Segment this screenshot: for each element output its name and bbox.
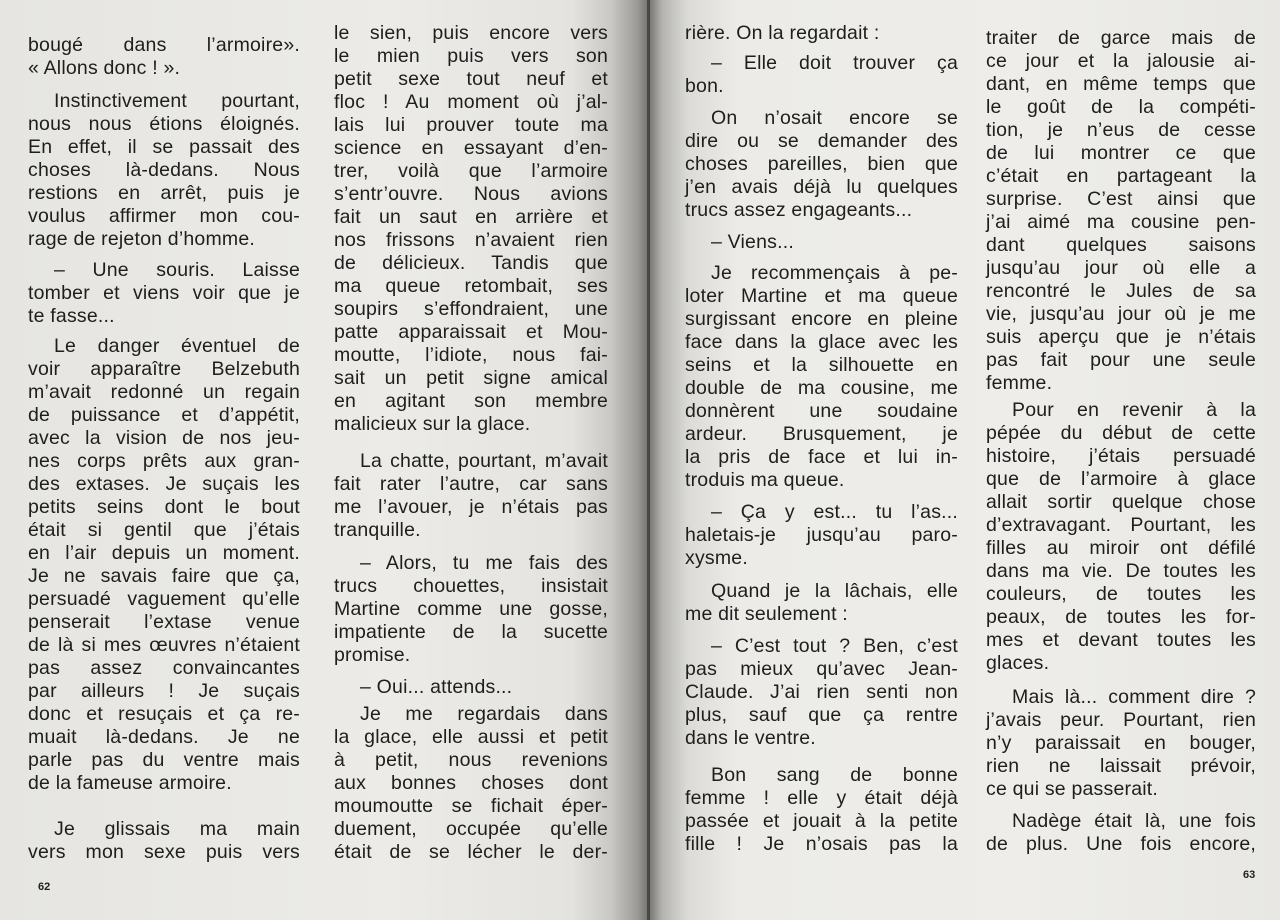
text-line: en l’air depuis un moment. bbox=[28, 542, 300, 564]
text-line: Claude. J’ai rien senti non bbox=[685, 681, 958, 703]
text-line: suis aperçu que je n’étais bbox=[986, 326, 1256, 348]
text-line: s’entr’ouvre. Nous avions bbox=[334, 183, 608, 205]
text-line: me dit seulement : bbox=[685, 603, 848, 625]
text-line: dant, en même temps que bbox=[986, 73, 1256, 95]
text-line: – Ça y est... tu l’as... bbox=[711, 501, 958, 523]
text-line: plus, sauf que ça rentre bbox=[685, 704, 958, 726]
text-line: avec la vision de nos jeu- bbox=[28, 427, 300, 449]
text-line: persuadé vaguement qu’elle bbox=[28, 588, 300, 610]
text-line: troduis ma queue. bbox=[685, 469, 845, 491]
text-line: de délicieux. Tandis que bbox=[334, 252, 608, 274]
text-line: Je glissais ma main bbox=[54, 818, 300, 840]
text-line: La chatte, pourtant, m’avait bbox=[360, 450, 608, 472]
text-line: duement, occupée qu’elle bbox=[334, 818, 608, 840]
text-line: – Une souris. Laisse bbox=[54, 259, 300, 281]
text-line: Bon sang de bonne bbox=[711, 764, 958, 786]
text-line: petit sexe tout neuf et bbox=[334, 68, 608, 90]
text-line: ce qui se passerait. bbox=[986, 778, 1159, 800]
text-line: m’avait redonné un regain bbox=[28, 381, 300, 403]
text-line: te fasse... bbox=[28, 305, 115, 327]
text-line: face dans la glace avec les bbox=[685, 331, 958, 353]
text-line: trer, voilà que l’armoire bbox=[334, 160, 608, 182]
text-line: dire ou se demander des bbox=[685, 130, 958, 152]
text-line: tion, je n’eus de cesse bbox=[986, 119, 1256, 141]
text-line: – Alors, tu me fais des bbox=[360, 552, 608, 574]
text-line: parle pas du ventre mais bbox=[28, 749, 300, 771]
text-line: nous nous étions éloignés. bbox=[28, 113, 300, 135]
text-line: le goût de la compéti- bbox=[986, 96, 1256, 118]
text-line: penserait l’extase venue bbox=[28, 611, 300, 633]
text-line: Mais là... comment dire ? bbox=[1012, 686, 1256, 708]
text-line: femme. bbox=[986, 372, 1053, 394]
text-line: bougé dans l’armoire». bbox=[28, 34, 300, 56]
text-line: pas mieux qu’avec Jean- bbox=[685, 658, 958, 680]
text-line: Je me regardais dans bbox=[360, 703, 608, 725]
text-line: patte apparaissait et Mou- bbox=[334, 321, 608, 343]
text-line: moumoutte se fichait éper- bbox=[334, 795, 608, 817]
text-line: femme ! elle y était déjà bbox=[685, 787, 958, 809]
text-line: jusqu’au jour où elle a bbox=[986, 257, 1256, 279]
text-line: pas fait pour une seule bbox=[986, 349, 1256, 371]
text-line: Je ne savais faire que ça, bbox=[28, 565, 300, 587]
text-line: donnèrent une soudaine bbox=[685, 400, 958, 422]
text-line: surprise. C’est ainsi que bbox=[986, 188, 1256, 210]
text-line: pas assez convaincantes bbox=[28, 657, 300, 679]
text-line: aux bonnes choses dont bbox=[334, 772, 608, 794]
text-line: soupirs s’effondraient, une bbox=[334, 298, 608, 320]
text-line: bon. bbox=[685, 75, 724, 97]
text-line: – Viens... bbox=[711, 231, 794, 253]
text-line: mes et devant toutes les bbox=[986, 629, 1256, 651]
text-line: j’avais peur. Pourtant, rien bbox=[986, 709, 1256, 731]
text-line: voir apparaître Belzebuth bbox=[28, 358, 300, 380]
text-line: – Elle doit trouver ça bbox=[711, 52, 958, 74]
text-line: pépée du début de cette bbox=[986, 422, 1256, 444]
text-line: choses pareilles, bien que bbox=[685, 153, 958, 175]
text-line: était si gentil que j’étais bbox=[28, 519, 300, 541]
text-line: en agitant son membre bbox=[334, 390, 608, 412]
text-line: rien ne laissait prévoir, bbox=[986, 755, 1256, 777]
text-line: le sien, puis encore vers bbox=[334, 22, 608, 44]
text-line: traiter de garce mais de bbox=[986, 27, 1256, 49]
text-line: la pris de face et lui in- bbox=[685, 446, 958, 468]
right-page bbox=[650, 0, 1280, 920]
text-line: c’était en partageant la bbox=[986, 165, 1256, 187]
text-line: dans le ventre. bbox=[685, 727, 816, 749]
text-line: vers mon sexe puis vers bbox=[28, 841, 300, 863]
text-line: Je recommençais à pe- bbox=[711, 262, 958, 284]
text-line: histoire, j’étais persuadé bbox=[986, 445, 1256, 467]
text-line: passée et jouait à la petite bbox=[685, 810, 958, 832]
text-line: ardeur. Brusquement, je bbox=[685, 423, 958, 445]
text-line: « Allons donc ! ». bbox=[28, 57, 181, 79]
text-line: glaces. bbox=[986, 652, 1050, 674]
text-line: fille ! Je n’osais pas la bbox=[685, 833, 958, 855]
text-line: floc ! Au moment où j’al- bbox=[334, 91, 608, 113]
text-line: haletais-je jusqu’au paro- bbox=[685, 524, 958, 546]
text-line: Nadège était là, une fois bbox=[1012, 810, 1256, 832]
text-line: surgissant encore en pleine bbox=[685, 308, 958, 330]
text-line: dans ma vie. De toutes les bbox=[986, 560, 1256, 582]
page-number-left: 62 bbox=[38, 881, 51, 893]
text-line: muait là-dedans. Je ne bbox=[28, 726, 300, 748]
text-line: science en essayant d’en- bbox=[334, 137, 608, 159]
text-line: Le danger éventuel de bbox=[54, 335, 300, 357]
text-line: tranquille. bbox=[334, 519, 421, 541]
text-line: seins et la silhouette en bbox=[685, 354, 958, 376]
text-line: donc et resuçais et ça re- bbox=[28, 703, 300, 725]
text-line: d’extravagant. Pourtant, les bbox=[986, 514, 1256, 536]
text-line: nes corps prêts aux gran- bbox=[28, 450, 300, 472]
text-line: moutte, l’idiote, nous fai- bbox=[334, 344, 608, 366]
text-line: de puissance et d’appétit, bbox=[28, 404, 300, 426]
text-line: des extases. Je suçais les bbox=[28, 473, 300, 495]
text-line: Pour en revenir à la bbox=[1012, 399, 1256, 421]
text-line: rage de rejeton d’homme. bbox=[28, 228, 256, 250]
text-line: n’y paraissait en bouger, bbox=[986, 732, 1256, 754]
text-line: de là si mes œuvres n’étaient bbox=[28, 634, 300, 656]
text-line: – Oui... attends... bbox=[360, 676, 513, 698]
text-line: choses là-dedans. Nous bbox=[28, 159, 300, 181]
text-line: impatiente de la sucette bbox=[334, 621, 608, 643]
text-line: par ailleurs ! Je suçais bbox=[28, 680, 300, 702]
text-line: sait un petit signe amical bbox=[334, 367, 608, 389]
text-line: En effet, il se passait des bbox=[28, 136, 300, 158]
text-line: fait rater l’autre, car sans bbox=[334, 473, 608, 495]
text-line: promise. bbox=[334, 644, 411, 666]
text-line: de lui montrer ce que bbox=[986, 142, 1256, 164]
text-line: tomber et viens voir que je bbox=[28, 282, 300, 304]
text-line: restions en arrêt, puis je bbox=[28, 182, 300, 204]
text-line: – C’est tout ? Ben, c’est bbox=[711, 635, 958, 657]
text-line: On n’osait encore se bbox=[711, 107, 958, 129]
text-line: nos frissons n’avaient rien bbox=[334, 229, 608, 251]
text-line: peaux, de toutes les for- bbox=[986, 606, 1256, 628]
text-line: malicieux sur la glace. bbox=[334, 413, 531, 435]
text-line: petits seins dont le bout bbox=[28, 496, 300, 518]
text-line: ce jour et la jalousie ai- bbox=[986, 50, 1256, 72]
text-line: voulus affirmer mon cou- bbox=[28, 205, 300, 227]
text-line: de la fameuse armoire. bbox=[28, 772, 232, 794]
text-line: Martine comme une gosse, bbox=[334, 598, 608, 620]
text-line: rière. On la regardait : bbox=[685, 22, 880, 44]
text-line: la glace, elle aussi et petit bbox=[334, 726, 608, 748]
text-line: trucs chouettes, insistait bbox=[334, 575, 608, 597]
text-line: xysme. bbox=[685, 547, 748, 569]
text-line: rencontré le Jules de sa bbox=[986, 280, 1256, 302]
text-line: vie, jusqu’au jour où je me bbox=[986, 303, 1256, 325]
text-line: j’ai aimé ma cousine pen- bbox=[986, 211, 1256, 233]
text-line: fait un saut en arrière et bbox=[334, 206, 608, 228]
text-line: était de se lécher le der- bbox=[334, 841, 608, 863]
text-line: couleurs, de toutes les bbox=[986, 583, 1256, 605]
page-number-right: 63 bbox=[1243, 869, 1256, 881]
text-line: le mien puis vers son bbox=[334, 45, 608, 67]
text-line: lais lui prouver toute ma bbox=[334, 114, 608, 136]
text-line: à petit, nous revenions bbox=[334, 749, 608, 771]
text-line: Instinctivement pourtant, bbox=[54, 90, 300, 112]
text-line: me l’avouer, je n’étais pas bbox=[334, 496, 608, 518]
text-line: de plus. Une fois encore, bbox=[986, 833, 1256, 855]
text-line: allait sortir quelque chose bbox=[986, 491, 1256, 513]
text-line: loter Martine et ma queue bbox=[685, 285, 958, 307]
text-line: j’en avais déjà lu quelques bbox=[685, 176, 958, 198]
text-line: trucs assez engageants... bbox=[685, 199, 913, 221]
text-line: ma queue retombait, ses bbox=[334, 275, 608, 297]
text-line: Quand je la lâchais, elle bbox=[711, 580, 958, 602]
text-line: que de l’armoire à glace bbox=[986, 468, 1256, 490]
text-line: double de ma cousine, me bbox=[685, 377, 958, 399]
text-line: filles au miroir ont défilé bbox=[986, 537, 1256, 559]
text-line: dant quelques saisons bbox=[986, 234, 1256, 256]
